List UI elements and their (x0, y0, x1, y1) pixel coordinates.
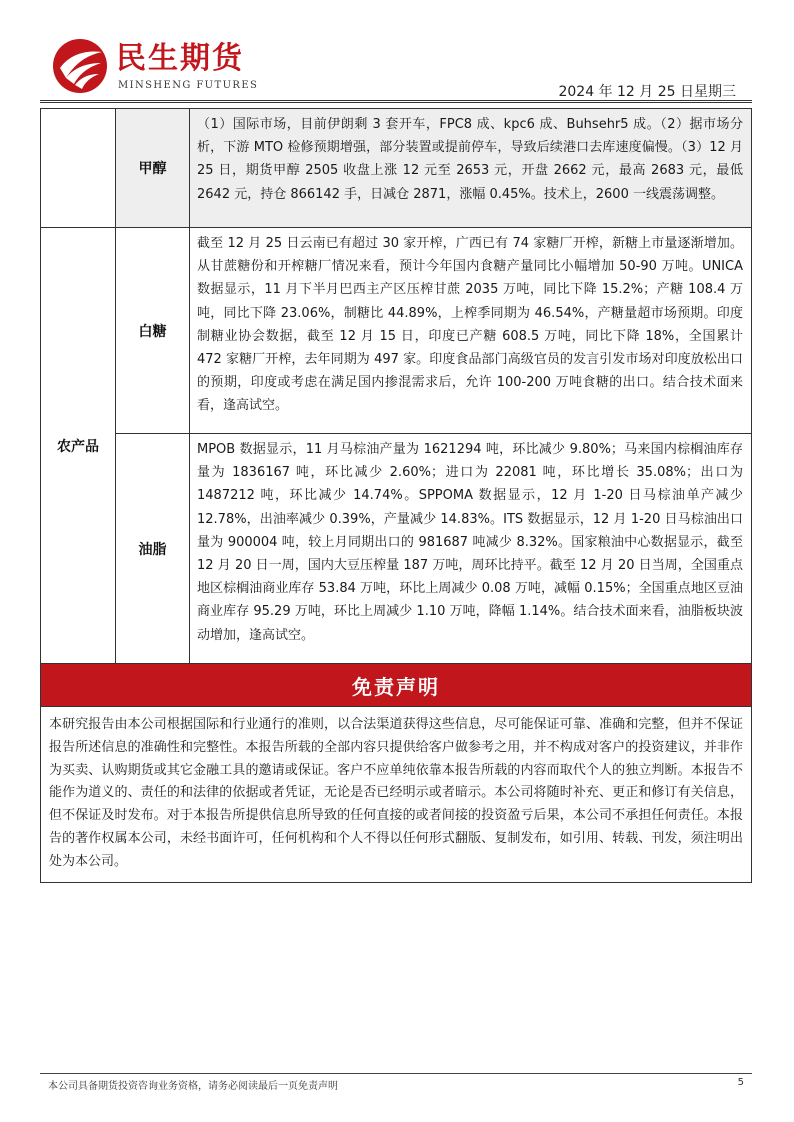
commodity-analysis: （1）国际市场，目前伊朗剩 3 套开车，FPC8 成、kpc6 成、Buhsehr5 成。（2）据市场分析，下游 MTO 检修预期增强，部分装置或提前停车，导致后续港口去库速度偏慢。（3）12 月 25 日，期货甲醇 2505 收盘上涨 12 元至 2653 元，开盘 2662 元，最高 2683 元，最低 2642 元，持仓 866142 手，日减仓 2871，涨幅 0.45%。技术上，2600 一线震荡调整。 (190, 109, 751, 227)
commodity-table (40, 108, 752, 665)
header-divider (40, 100, 752, 103)
commodity-analysis: 截至 12 月 25 日云南已有超过 30 家开榨，广西已有 74 家糖厂开榨，新糖上市量逐渐增加。从甘蔗糖份和开榨糖厂情况来看，预计今年国内食糖产量同比小幅增加 50-90 万吨。UNICA 数据显示，11 月下半月巴西主产区压榨甘蔗 2035 万吨，同比下降 15.2%；产糖 108.4 万吨，同比下降 23.06%，制糖比 44.89%，上榨季同期为 46.54%，产糖量超市场预期。印度制糖业协会数据，截至 12 月 15 日，印度已产糖 608.5 万吨，同比下降 18%，全国累计 472 家糖厂开榨，去年同期为 497 家。印度食品部门高级官员的发言引发市场对印度放松出口的预期，印度或考虑在满足国内掺混需求后，允许 100-200 万吨食糖的出口。结合技术面来看，逢高试空。 (197, 236, 743, 414)
report-date: 2024 年 12 月 25 日星期三 (558, 84, 736, 100)
footer-notice: 本公司具备期货投资咨询业务资格，请务必阅读最后一页免责声明 (48, 1081, 338, 1092)
commodity-name-cell (116, 228, 190, 433)
disclaimer-title: 免责声明 (41, 664, 751, 706)
disclaimer-text: 本研究报告由本公司根据国际和行业通行的准则，以合法渠道获得这些信息，尽可能保证可靠、准确和完整，但并不保证报告所述信息的准确性和完整性。本报告所载的全部内容只提供给客户做参考之用，并不构成对客户的投资建议，并非作为买卖、认购期货或其它金融工具的邀请或保证。客户不应单纯依靠本报告所载的内容而取代个人的独立判断。本报告不能作为道义的、责任的和法律的依据或者凭证，无论是否已经明示或者暗示。本公司将随时补充、更正和修订有关信息，但不保证及时发布。对于本报告所提供信息所导致的任何直接的或者间接的投资盈亏后果，本公司不承担任何责任。本报告的著作权属本公司，未经书面许可，任何机构和个人不得以任何形式翻版、复制发布，如引用、转载、刊发，须注明出处为本公司。 (41, 706, 751, 882)
company-name-en: MINSHENG FUTURES (118, 80, 259, 91)
category-cell (41, 109, 116, 227)
commodity-name: 白糖 (138, 323, 167, 340)
minsheng-futures-logo-icon (52, 38, 108, 94)
page-header (0, 0, 794, 104)
disclaimer-section (40, 663, 752, 883)
footer-divider (40, 1073, 752, 1074)
commodity-analysis: MPOB 数据显示，11 月马棕油产量为 1621294 吨，环比减少 9.80%；马来国内棕榈油库存量为 1836167 吨，环比减少 2.60%；进口为 22081 吨，环比增长 35.08%；出口为 1487212 吨，环比减少 14.74%。SPPOMA 数据显示，12 月 1-20 日马棕油单产减少 12.78%，出油率减少 0.39%，产量减少 14.83%。ITS 数据显示，12 月 1-20 日马棕油出口量为 900004 吨，较上月同期出口的 981687 吨减少 8.32%。国家粮油中心数据显示，截至 12 月 20 日一周，国内大豆压榨量 187 万吨，周环比持平。截至 12 月 20 日当周，全国重点地区棕榈油商业库存 53.84 万吨，环比上周减少 0.08 万吨，减幅 0.15%；全国重点地区豆油商业库存 95.29 万吨，环比上周减少 1.10 万吨，降幅 1.14%。结合技术面来看，油脂板块波动增加，逢高试空。 (197, 442, 743, 643)
commodity-name-cell (116, 109, 190, 227)
category-label: 农产品 (57, 438, 99, 455)
company-name: 民生期货 (116, 41, 244, 76)
commodity-name: 甲醇 (138, 161, 167, 177)
table-row-methanol (41, 109, 751, 227)
page-number: 5 (737, 1077, 744, 1088)
commodity-name: 油脂 (138, 542, 167, 558)
category-cell (41, 228, 116, 663)
table-row-sugar (116, 228, 751, 433)
agri-subrows (116, 228, 751, 664)
commodity-name-cell (116, 434, 190, 664)
table-row-oils (116, 433, 751, 664)
agri-group (41, 227, 751, 664)
